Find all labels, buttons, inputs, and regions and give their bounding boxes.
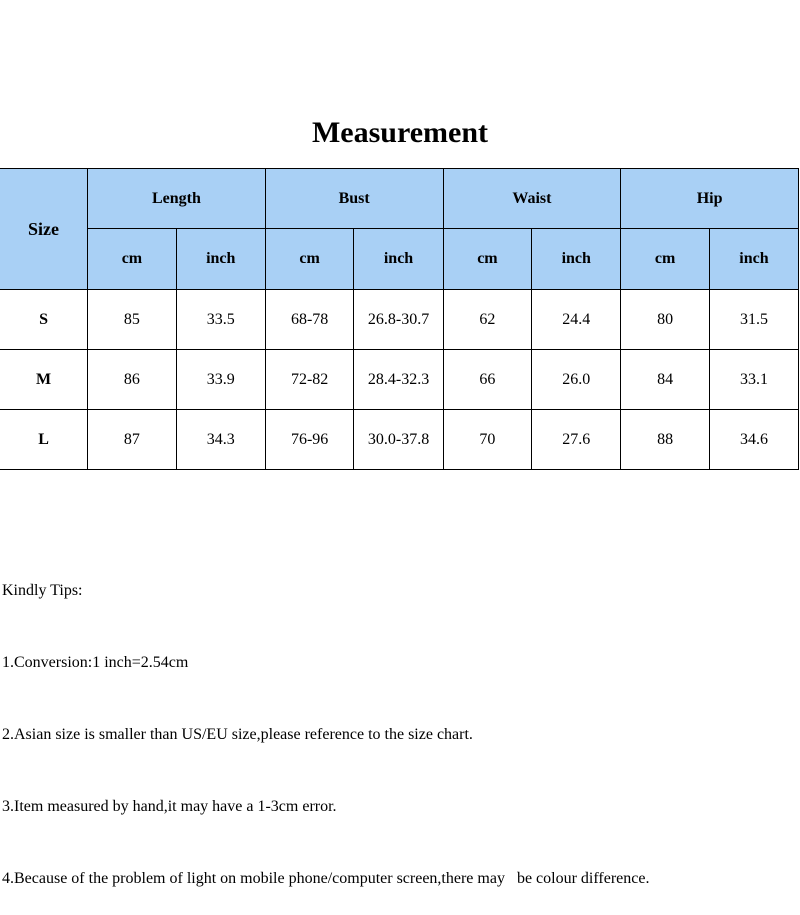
hip-inch-cell: 34.6: [709, 410, 798, 470]
hip-cm-cell: 80: [621, 290, 710, 350]
page-title: Measurement: [311, 116, 489, 149]
size-label: S: [0, 290, 88, 350]
size-chart-table: [0, 168, 799, 470]
hip-group-header: Hip: [621, 169, 799, 229]
table-row: [0, 350, 799, 410]
kindly-tips: [2, 531, 649, 915]
length-inch-cell: 33.9: [176, 350, 265, 410]
bust-group-header: Bust: [265, 169, 443, 229]
tips-heading: Kindly Tips:: [2, 582, 83, 599]
table-row: [0, 290, 799, 350]
table-header-row: [0, 169, 799, 229]
waist-cm-cell: 62: [443, 290, 532, 350]
length-cm-cell: 87: [88, 410, 177, 470]
table-row: [0, 410, 799, 470]
size-column-header: Size: [0, 169, 88, 290]
length-cm-cell: 86: [88, 350, 177, 410]
size-label: M: [0, 350, 88, 410]
bust-cm-cell: 76-96: [265, 410, 354, 470]
unit-header-cm: cm: [621, 229, 710, 290]
unit-header-inch: inch: [709, 229, 798, 290]
tip-item: 4.Because of the problem of light on mobile phone/computer screen,there may be colour difference.: [2, 870, 650, 887]
bust-inch-cell: 26.8-30.7: [354, 290, 443, 350]
hip-inch-cell: 31.5: [709, 290, 798, 350]
length-group-header: Length: [88, 169, 266, 229]
hip-cm-cell: 88: [621, 410, 710, 470]
unit-header-cm: cm: [88, 229, 177, 290]
bust-cm-cell: 68-78: [265, 290, 354, 350]
unit-header-cm: cm: [443, 229, 532, 290]
length-cm-cell: 85: [88, 290, 177, 350]
unit-header-inch: inch: [176, 229, 265, 290]
length-inch-cell: 34.3: [176, 410, 265, 470]
hip-cm-cell: 84: [621, 350, 710, 410]
tip-item: 3.Item measured by hand,it may have a 1-3cm error.: [2, 798, 337, 815]
waist-inch-cell: 24.4: [532, 290, 621, 350]
hip-inch-cell: 33.1: [709, 350, 798, 410]
length-inch-cell: 33.5: [176, 290, 265, 350]
tip-item: 1.Conversion:1 inch=2.54cm: [2, 654, 189, 671]
waist-group-header: Waist: [443, 169, 621, 229]
unit-header-cm: cm: [265, 229, 354, 290]
unit-header-inch: inch: [532, 229, 621, 290]
size-label: L: [0, 410, 88, 470]
unit-header-inch: inch: [354, 229, 443, 290]
waist-cm-cell: 70: [443, 410, 532, 470]
tip-item: 2.Asian size is smaller than US/EU size,please reference to the size chart.: [2, 726, 473, 743]
bust-inch-cell: 28.4-32.3: [354, 350, 443, 410]
waist-inch-cell: 27.6: [532, 410, 621, 470]
bust-cm-cell: 72-82: [265, 350, 354, 410]
bust-inch-cell: 30.0-37.8: [354, 410, 443, 470]
waist-inch-cell: 26.0: [532, 350, 621, 410]
waist-cm-cell: 66: [443, 350, 532, 410]
unit-header-row: [0, 229, 799, 290]
